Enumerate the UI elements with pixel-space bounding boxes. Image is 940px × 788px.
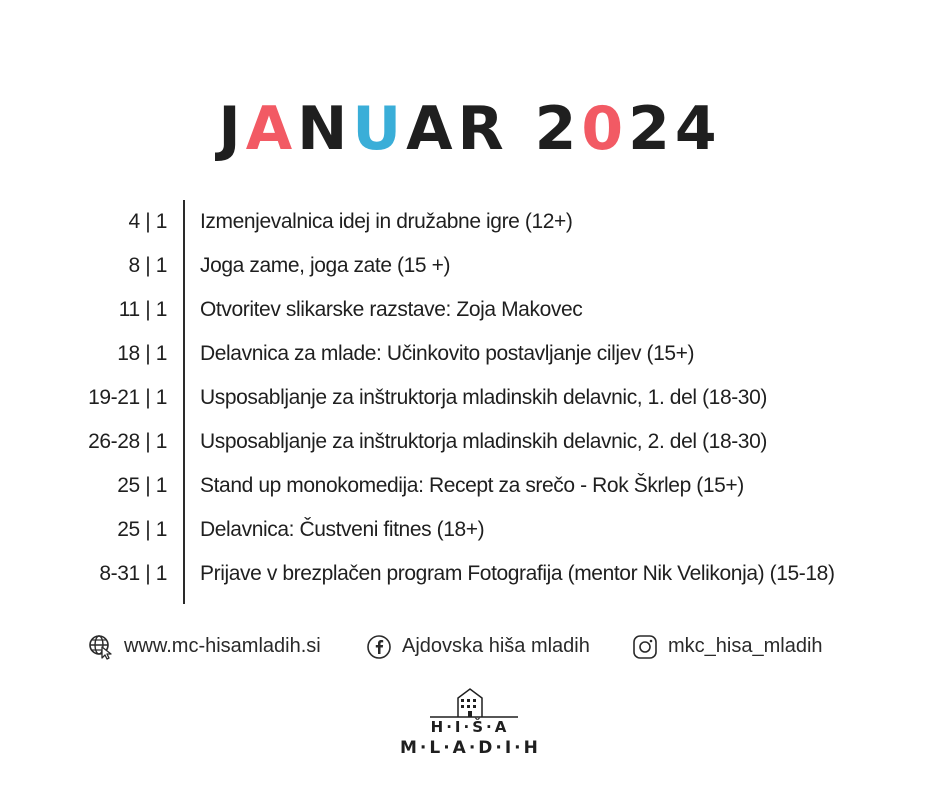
event-row (0, 376, 940, 420)
event-row (0, 420, 940, 464)
event-date: 25 | 1 (117, 474, 167, 497)
event-title: Usposabljanje za inštruktorja mladinskih delavnic, 1. del (18-30) (200, 386, 767, 409)
facebook-text: Ajdovska hiša mladih (402, 635, 590, 657)
event-schedule (0, 200, 940, 604)
house-icon (400, 684, 540, 720)
event-title: Prijave v brezplačen program Fotografija (mentor Nik Velikonja) (15-18) (200, 562, 835, 585)
event-title: Delavnica: Čustveni fitnes (18+) (200, 518, 485, 541)
event-date: 8-31 | 1 (99, 562, 167, 585)
event-title: Stand up monokomedija: Recept za srečo - Rok Škrlep (15+) (200, 474, 744, 497)
instagram-icon (632, 634, 658, 660)
logo-line-hisa: H·I·Š·A (430, 718, 510, 736)
event-date: 25 | 1 (117, 518, 167, 541)
title-letter: 4 (674, 94, 722, 164)
event-title: Joga zame, joga zate (15 +) (200, 254, 451, 277)
event-date: 26-28 | 1 (88, 430, 167, 453)
title-letter: 2 (534, 94, 582, 164)
title-letter: 0 (581, 94, 629, 164)
event-date: 4 | 1 (128, 210, 167, 233)
event-row (0, 288, 940, 332)
event-date: 19-21 | 1 (88, 386, 167, 409)
title-letter: 2 (628, 94, 675, 164)
event-date: 8 | 1 (128, 254, 167, 277)
event-date: 18 | 1 (117, 342, 167, 365)
title-letter: A (406, 94, 458, 164)
event-title: Otvoritev slikarske razstave: Zoja Makovec (200, 298, 583, 321)
event-row (0, 552, 940, 596)
event-row (0, 200, 940, 244)
title-letter: N (297, 94, 353, 164)
title-letter (509, 92, 535, 166)
logo-line-mladih: M·L·A·D·I·H (400, 738, 541, 758)
event-title: Delavnica za mlade: Učinkovito postavljanje ciljev (15+) (200, 342, 695, 365)
title-letter: R (457, 94, 509, 164)
globe-cursor-icon (88, 634, 114, 660)
facebook-icon (366, 634, 392, 660)
title-letter: J (218, 94, 246, 164)
hisa-mladih-logo (400, 684, 540, 764)
instagram-text: mkc_hisa_mladih (668, 635, 823, 657)
event-title: Usposabljanje za inštruktorja mladinskih delavnic, 2. del (18-30) (200, 430, 767, 453)
event-row (0, 244, 940, 288)
event-row (0, 508, 940, 552)
event-row (0, 464, 940, 508)
event-row (0, 332, 940, 376)
event-date: 11 | 1 (118, 298, 167, 321)
title-letter: U (352, 94, 407, 164)
page-title (0, 92, 940, 166)
website-text: www.mc-hisamladih.si (124, 635, 321, 657)
title-letter: A (245, 94, 298, 164)
contact-bar (0, 628, 940, 664)
event-title: Izmenjevalnica idej in družabne igre (12+) (200, 210, 573, 233)
